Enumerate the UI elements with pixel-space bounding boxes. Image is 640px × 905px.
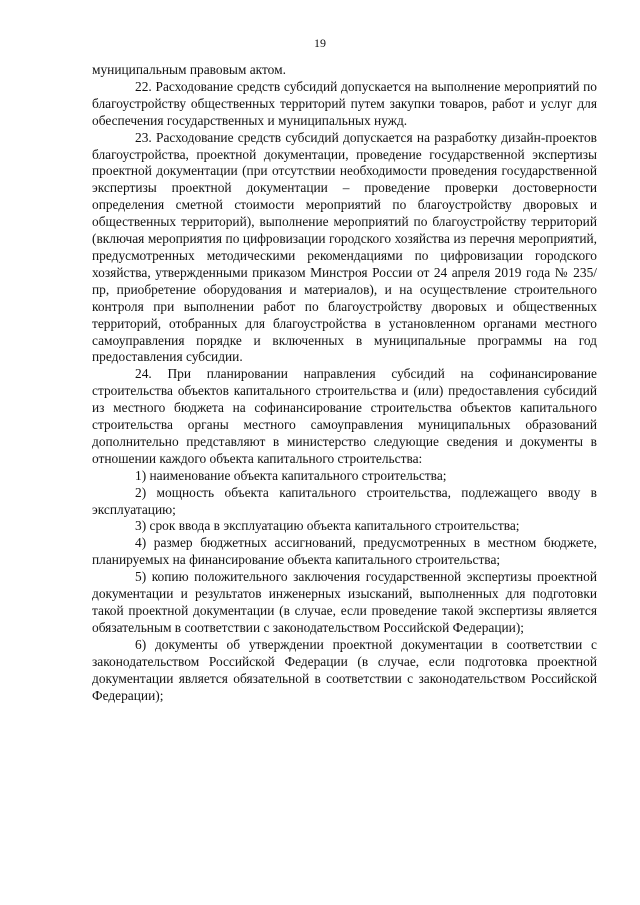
paragraph-continuation: муниципальным правовым актом. <box>92 62 286 77</box>
list-item-6: 6) документы об утверждении проектной документации в соответствии с законодательством Российской Федерации (в случае, если подготовка проектной документации является обязательной в соответствии с законодательством Российской Федерации); <box>92 636 597 703</box>
document-body <box>92 62 597 704</box>
page-number: 19 <box>314 36 326 50</box>
list-item-5: 5) копию положительного заключения государственной экспертизы проектной документации и результатов инженерных изысканий, выполненных для подготовки такой проектной документации (в случае, если проведение такой экспертизы является обязательным в соответствии с законодательством Российской Федерации); <box>92 569 597 635</box>
list-item-1: 1) наименование объекта капитального строительства; <box>135 467 447 483</box>
list-item-3: 3) срок ввода в эксплуатацию объекта капитального строительства; <box>135 518 520 534</box>
paragraph-22: 22. Расходование средств субсидий допускается на выполнение мероприятий по благоустройству общественных территорий путем закупки товаров, работ и услуг для обеспечения государственных и муниципальных нужд. <box>92 78 597 128</box>
paragraph-23: 23. Расходование средств субсидий допускается на разработку дизайн-проектов благоустройства, проектной документации, проведение государственной экспертизы проектной документации (при отсутствии необходимости проведения государственной экспертизы проектной документации – проведение проверки достоверности определения сметной стоимости мероприятий по благоустройству дворовых и общественных территорий), выполнение мероприятий по благоустройству территорий (включая мероприятия по цифровизации городского хозяйства из перечня мероприятий, предусмотренных методическими рекомендациями по цифровизации городского хозяйства, утвержденными приказом Минстроя России от 24 апреля 2019 года № 235/пр, приобретение оборудования и материалов), и на осуществление строительного контроля при выполнении работ по благоустройству дворовых и общественных территорий, отобранных для благоустройства в установленном органами местного самоуправления порядке и включенных в муниципальные программы на год предоставления субсидии. <box>92 129 597 365</box>
list-item-2: 2) мощность объекта капитального строительства, подлежащего вводу в эксплуатацию; <box>92 484 597 517</box>
paragraph-24: 24. При планировании направления субсидий на софинансирование строительства объектов капитального строительства и (или) предоставления субсидий из местного бюджета на софинансирование строительства объектов капитального строительства органы местного самоуправления муниципальных образований дополнительно представляют в министерство следующие сведения и документы в отношении каждого объекта капитального строительства: <box>92 366 597 466</box>
list-item-4: 4) размер бюджетных ассигнований, предусмотренных в местном бюджете, планируемых на финансирование объекта капитального строительства; <box>92 535 597 568</box>
